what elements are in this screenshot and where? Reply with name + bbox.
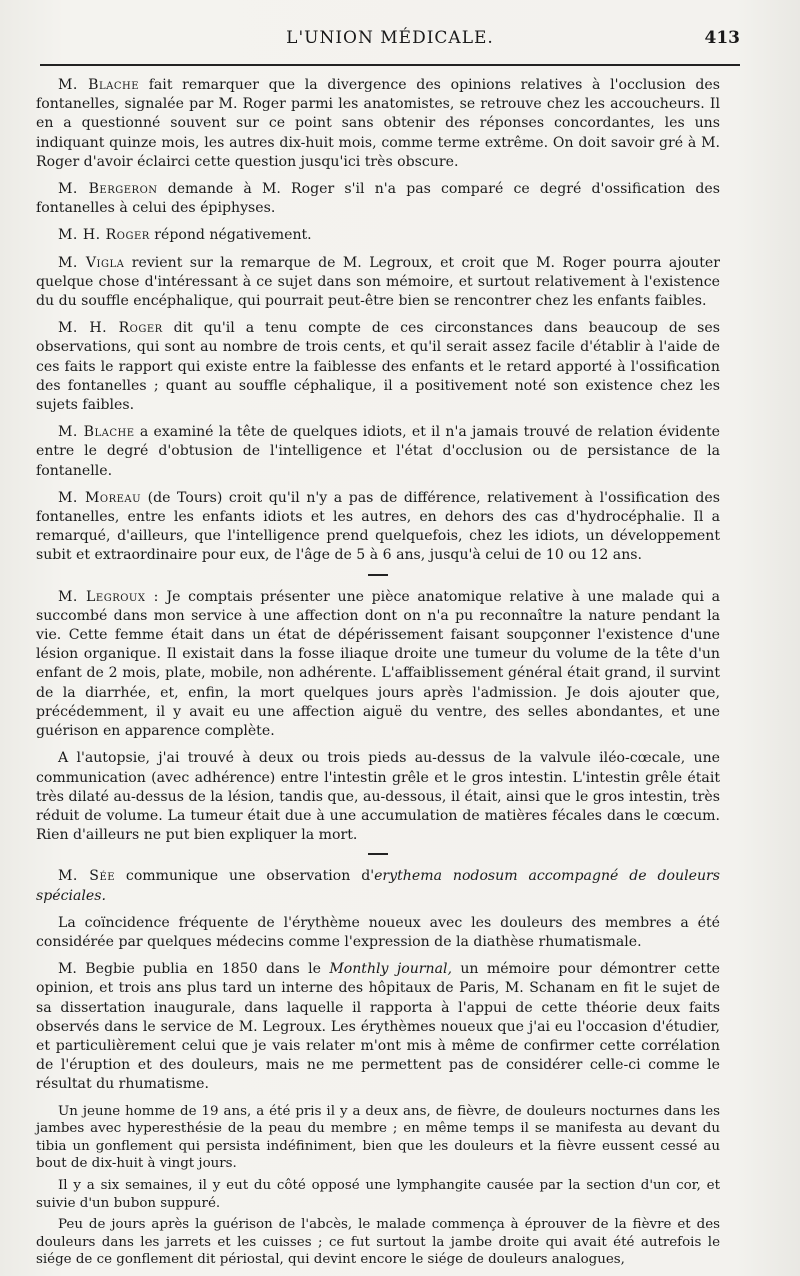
paragraph-begbie: [36, 960, 720, 1094]
paragraph-text: a examiné la tête de quelques idiots, et il n'a jamais trouvé de relation évidente entre le degré d'obtusion de l'intelligence et l'état d'occlusion ou de persistance de la fontanelle.: [36, 424, 720, 479]
case-paragraph: Il y a six semaines, il y eut du côté opposé une lymphangite causée par la section d'un cor, et suivie d'un bubon suppuré.: [36, 1177, 720, 1211]
section-separator: [368, 853, 388, 855]
paragraph-moreau: [36, 489, 720, 566]
header-rule: [40, 64, 740, 66]
paragraph-autopsie: [36, 749, 720, 845]
running-title: L'UNION MÉDICALE.: [286, 28, 494, 48]
paragraph-text: dit qu'il a tenu compte de ces circonstances dans beaucoup de ses observations, qui sont au nombre de trois cents, et qu'il serait assez facile d'établir à l'aide de ces faits le rapport qui existe entre la faiblesse des enfants et le retard apporté à l'ossification des fontanelles ; quant au souffle céphalique, il a positivement noté son existence chez les sujets faibles.: [36, 320, 720, 414]
page-header: [40, 28, 740, 62]
paragraph-text: Je comptais présenter une pièce anatomique relative à une malade qui a succombé dans mon service à une affection dont on n'a pu reconnaître la nature pendant la vie. Cette femme était dans un état de dépérissement faisant soupçonner l'existence d'une lésion organique. Il existait dans la fosse iliaque droite une tumeur du volume de la tête d'un enfant de 2 mois, plate, mobile, non adhérente. L'affaiblissement général était grand, il survint de la diarrhée, et, enfin, la mort quelques jours après l'admission. Je dois ajouter que, précédemment, il y avait eu une affection aiguë du ventre, des selles abondantes, et une guérison en apparence complète.: [36, 588, 720, 740]
paragraph-italic: Monthly journal,: [329, 961, 452, 978]
paragraph-text: communique une observation d': [115, 868, 375, 885]
speaker-name: M. Vigla: [58, 254, 125, 271]
paragraph-text: fait remarquer que la divergence des opinions relatives à l'occlusion des fontanelles, signalée par M. Roger parmi les anatomistes, se retrouve chez les accoucheurs. Il en a questionné souvent sur ce point sans obtenir des réponses concordantes, les uns indiquant quinze mois, les autres dix-huit mois, comme terme extrême. On doit savoir gré à M. Roger d'avoir éclairci cette question jusqu'ici très obscure.: [36, 77, 720, 170]
paragraph-text: A l'autopsie, j'ai trouvé à deux ou trois pieds au-dessus de la valvule iléo-cœcale, une communication (avec adhérence) entre l'intestin grêle et le gros intestin. L'intestin grêle était très dilaté au-dessus de la lésion, tandis que, au-dessous, il était, ainsi que le gros intestin, très réduit de volume. La tumeur était due à une accumulation de matières fécales dans le cœcum. Rien d'ailleurs ne put bien expliquer la mort.: [36, 750, 720, 844]
paragraph-text: répond négativement.: [149, 227, 312, 244]
speaker-name: M. Legroux :: [58, 588, 159, 605]
speaker-name: M. Blache: [58, 424, 135, 441]
speaker-name: M. H. Roger: [58, 320, 163, 337]
paragraph-blache-1: [36, 76, 720, 172]
speaker-name: M. Bergeron: [58, 181, 158, 198]
section-separator: [368, 574, 388, 576]
paragraph-blache-2: [36, 423, 720, 481]
body-text: [36, 76, 720, 1273]
paragraph-legroux: [36, 588, 720, 742]
speaker-name: M. Sée: [58, 868, 116, 885]
paragraph-text: La coïncidence fréquente de l'érythème noueux avec les douleurs des membres a été considérée par quelques médecins comme l'expression de la diathèse rhumatismale.: [36, 914, 720, 950]
paragraph-coincidence: [36, 914, 720, 952]
paragraph-text: un mémoire pour démontrer cette opinion, et trois ans plus tard un interne des hôpitaux de Paris, M. Schanam en fit le sujet de sa dissertation inaugurale, dans laquelle il rapporta à l'appui de cette théorie deux faits observés dans le service de M. Legroux. Les érythèmes noueux que j'ai eu l'occasion d'étudier, et particulièrement celui que je vais relater m'ont mis à même de confirmer cette corrélation de l'éruption et des douleurs, mais ne me permettent pas de considérer celle-ci comme le résultat du rhumatisme.: [36, 961, 720, 1093]
paragraph-text: revient sur la remarque de M. Legroux, et croit que M. Roger pourra ajouter quelque chose d'intéressant à ce sujet dans son mémoire, et surtout relativement à l'existence du du souffle encéphalique, qui pourrait peut-être bien se rencontrer chez les enfants faibles.: [36, 254, 720, 310]
paragraph-see: [36, 867, 720, 905]
case-paragraph: Peu de jours après la guérison de l'abcès, le malade commença à éprouver de la fièvre et des douleurs dans les jarrets et les cuisses ; ce fut surtout la jambe droite qui avait été autrefois le siége de ce gonflement dit périostal, qui devint encore le siége de douleurs analogues,: [36, 1217, 720, 1268]
paragraph-text: (de Tours) croit qu'il n'y a pas de différence, relativement à l'ossification des fontanelles, entre les enfants idiots et les autres, en dehors des cas d'hydrocéphalie. Il a remarqué, d'ailleurs, que l'intelligence prend quelquefois, chez les idiots, un développement subit et extraordinaire pour eux, de l'âge de 5 à 6 ans, jusqu'à celui de 10 ou 12 ans.: [36, 489, 720, 564]
speaker-name: M. H. Roger: [58, 227, 150, 244]
paragraph-roger-1: [36, 226, 720, 245]
paragraph-italic: erythema nodosum accompagné de douleurs spéciales.: [36, 868, 720, 904]
page-number: 413: [704, 28, 740, 48]
paragraph-vigla: [36, 254, 720, 312]
paragraph-roger-2: [36, 319, 720, 415]
paragraph-text: demande à M. Roger s'il n'a pas comparé ce degré d'ossification des fontanelles à celui des épiphyses.: [36, 181, 721, 217]
speaker-name: M. Blache: [58, 77, 139, 93]
paragraph-bergeron: [36, 180, 720, 218]
paragraph-text: M. Begbie publia en 1850 dans le: [58, 961, 330, 978]
case-paragraph: Un jeune homme de 19 ans, a été pris il y a deux ans, de fièvre, de douleurs nocturnes dans les jambes avec hyperesthésie de la peau du membre ; en même temps il se manifesta au devant du tibia un gonflement qui persista indéfiniment, bien que les douleurs et la fièvre eussent cessé au bout de dix-huit à vingt jours.: [36, 1103, 720, 1172]
case-report: [36, 1103, 720, 1269]
speaker-name: M. Moreau: [58, 489, 142, 506]
